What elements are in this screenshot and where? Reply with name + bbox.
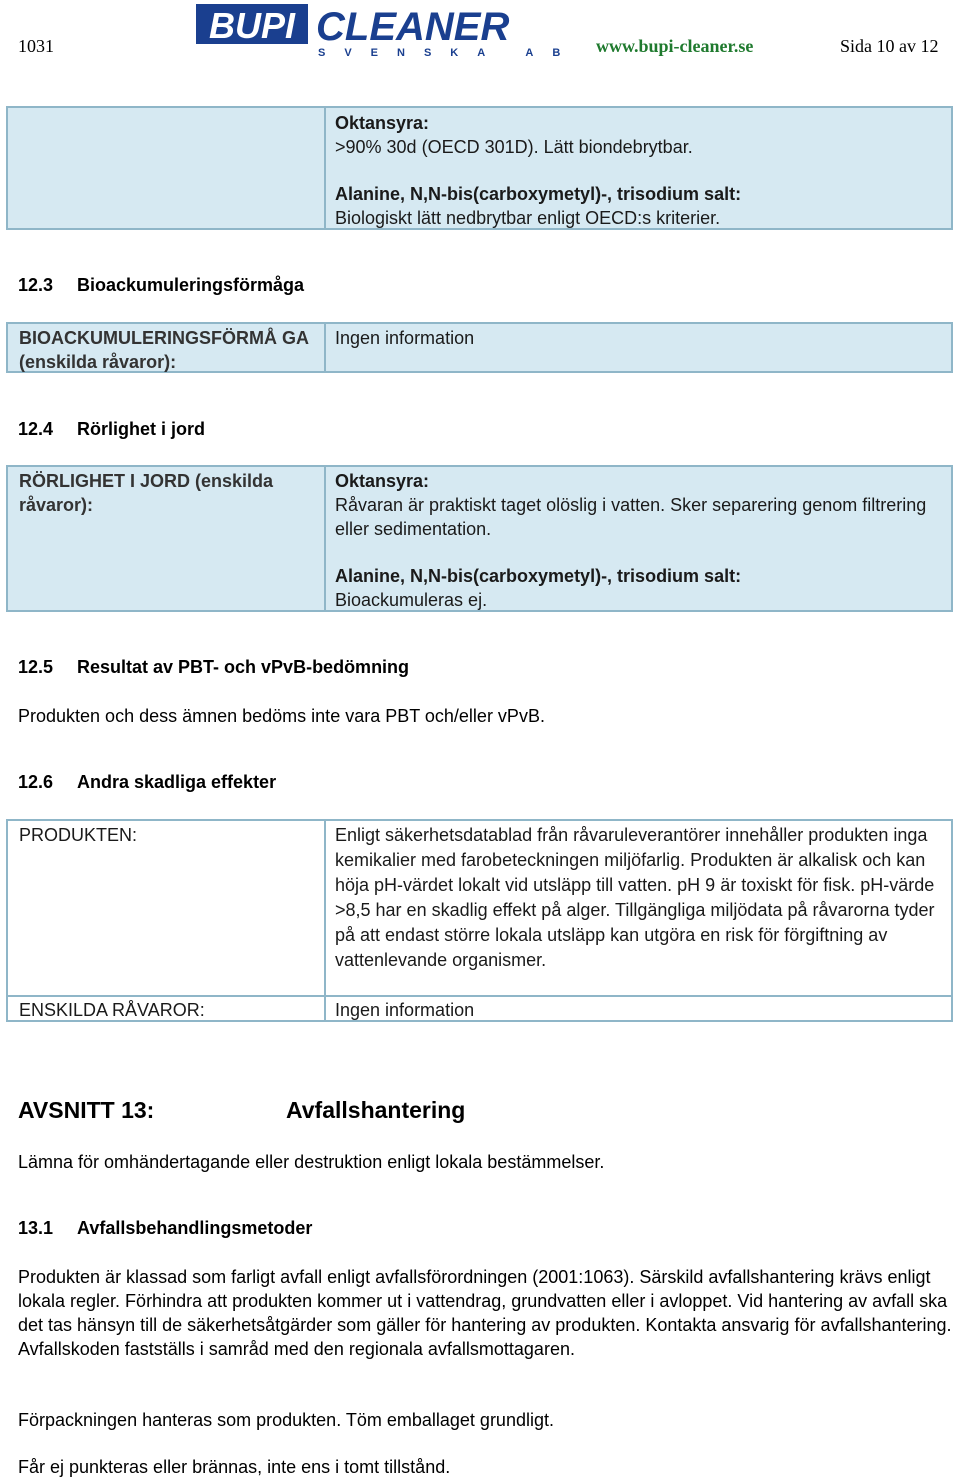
- field-label: RÖRLIGHET I JORD (enskilda råvaror):: [19, 471, 274, 515]
- section-13-title: Avfallshantering: [286, 1097, 466, 1123]
- row-value: Enligt säkerhetsdatablad från råvaruleverantörer innehåller produkten inga kemikalier med farobeteckningen miljöfarlig. Produkten är alkalisk och kan höja pH-värdet lokalt vid utsläpp till vatten. pH 9 är toxiskt för fisk. pH-värde >8,5 har en skadlig effekt på alger. Tillgängliga miljödata på råvarorna tyder på att endast större lokala utsläpp kan utgöra en risk för förgiftning av vattenlevande organismer.: [335, 825, 935, 970]
- degradability-box: [6, 106, 953, 230]
- row-label: PRODUKTEN:: [19, 825, 138, 845]
- section-heading-12-6: 12.6 Andra skadliga effekter: [18, 772, 277, 792]
- packaging-paragraph: Förpackningen hanteras som produkten. Töm emballaget grundligt.: [18, 1410, 554, 1430]
- field-label: BIOACKUMULERINGSFÖRMÅ GA (enskilda råvaror):: [19, 328, 309, 372]
- section-13-label: AVSNITT 13:: [18, 1097, 155, 1123]
- waste-paragraph: Produkten är klassad som farligt avfall enligt avfallsförordningen (2001:1063). Särskild avfallshantering krävs enligt lokala regler. Förhindra att produkten kommer ut i vattendrag, grundvatten eller i avloppet. Vid hantering av avfall ska det tas hänsyn till de säkerhetsåtgärder som gäller för hantering av produkten. Kontakta ansvarig för avfallshantering. Avfallskoden fastställs i samråd med den regionala avfallsmottagaren.: [18, 1267, 952, 1359]
- document-number: 1031: [18, 36, 54, 56]
- svg-text:BUPI: BUPI: [208, 5, 296, 46]
- svg-text:SVENSKA AB: SVENSKA AB: [318, 47, 580, 59]
- substance-value: Bioackumuleras ej.: [335, 590, 488, 610]
- substance-value: Biologiskt lätt nedbrytbar enligt OECD:s kriterier.: [335, 208, 721, 228]
- substance-value: >90% 30d (OECD 301D). Lätt biondebrytbar.: [335, 137, 693, 157]
- row-value: Ingen information: [335, 1000, 475, 1020]
- page-indicator: Sida 10 av 12: [840, 36, 939, 56]
- section-heading-12-3: 12.3 Bioackumuleringsförmåga: [18, 275, 305, 295]
- other-effects-table: [6, 819, 953, 1022]
- bioaccumulation-box: [6, 322, 953, 373]
- puncture-warning: Får ej punkteras eller brännas, inte ens i tomt tillstånd.: [18, 1457, 451, 1477]
- substance-name: Alanine, N,N-bis(carboxymetyl)-, trisodium salt:: [335, 566, 742, 586]
- field-value: Ingen information: [335, 328, 475, 348]
- substance-name: Oktansyra:: [335, 113, 430, 133]
- section-heading-13-1: 13.1 Avfallsbehandlingsmetoder: [18, 1218, 313, 1238]
- soil-mobility-box: [6, 465, 953, 612]
- substance-value: Råvaran är praktiskt taget olöslig i vatten. Sker separering genom filtrering eller sedimentation.: [335, 495, 927, 539]
- website-link[interactable]: www.bupi-cleaner.se: [596, 36, 754, 56]
- substance-name: Oktansyra:: [335, 471, 430, 491]
- section-heading-12-4: 12.4 Rörlighet i jord: [18, 419, 205, 439]
- section-heading-12-5: 12.5 Resultat av PBT- och vPvB-bedömning: [18, 657, 410, 677]
- pbt-statement: Produkten och dess ämnen bedöms inte vara PBT och/eller vPvB.: [18, 706, 545, 726]
- row-label: ENSKILDA RÅVAROR:: [19, 1000, 205, 1020]
- section-13-intro: Lämna för omhändertagande eller destruktion enligt lokala bestämmelser.: [18, 1152, 605, 1172]
- svg-text:CLEANER: CLEANER: [316, 5, 510, 49]
- substance-name: Alanine, N,N-bis(carboxymetyl)-, trisodium salt:: [335, 184, 742, 204]
- bupi-cleaner-logo: [196, 2, 580, 59]
